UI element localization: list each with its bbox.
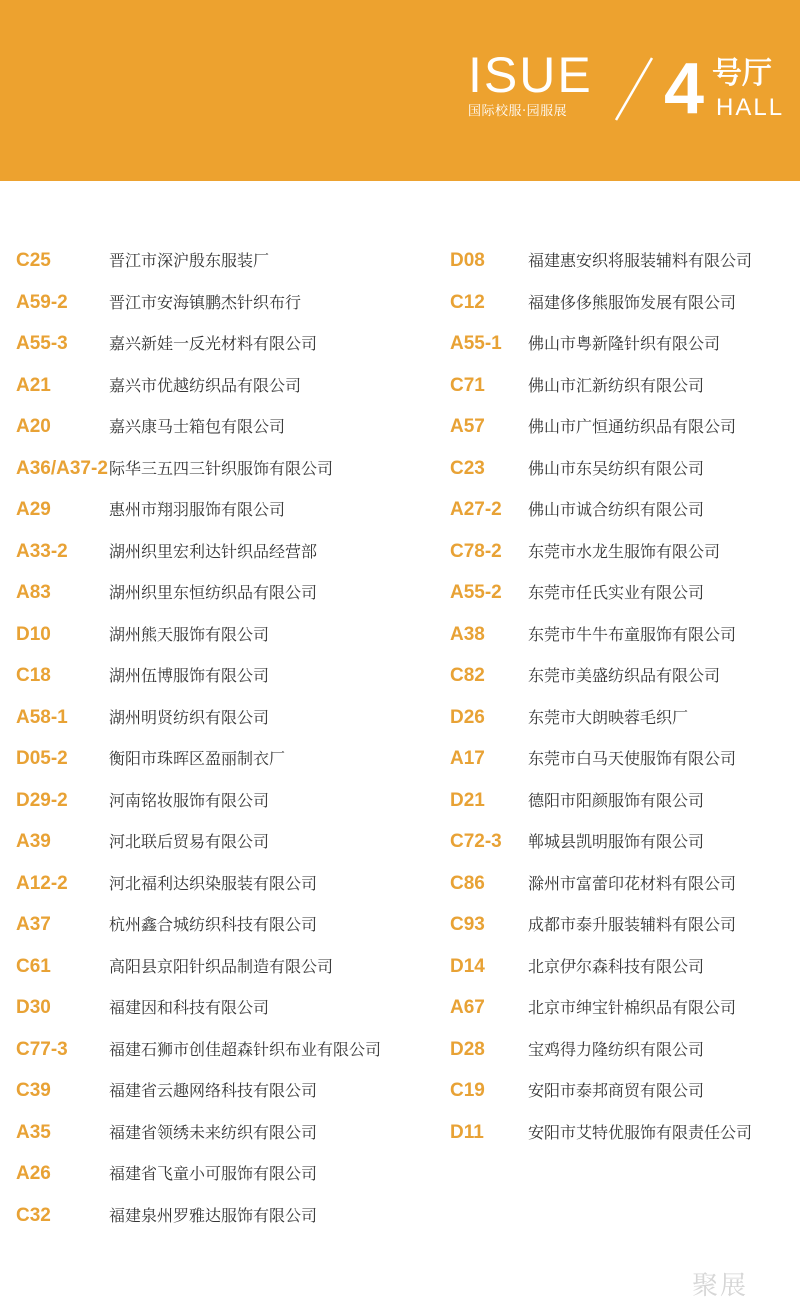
booth-code: A12-2 bbox=[16, 872, 68, 894]
exhibitor-row bbox=[16, 780, 436, 822]
exhibitor-row bbox=[16, 987, 436, 1029]
exhibitor-name: 北京伊尔森科技有限公司 bbox=[528, 956, 705, 976]
exhibitor-row bbox=[16, 531, 436, 573]
booth-code: C82 bbox=[450, 665, 485, 686]
exhibitor-name: 衡阳市珠晖区盈丽制衣厂 bbox=[109, 749, 286, 768]
exhibitor-row bbox=[450, 406, 790, 448]
booth-code: D21 bbox=[450, 789, 485, 811]
booth-code: D11 bbox=[450, 1121, 484, 1143]
exhibitor-list-right bbox=[450, 240, 790, 1153]
exhibitor-name: 福建惠安织将服装辅料有限公司 bbox=[528, 251, 753, 270]
booth-code: A29 bbox=[16, 499, 51, 520]
booth-code: A35 bbox=[16, 1121, 51, 1143]
exhibitor-name: 北京市绅宝针棉织品有限公司 bbox=[528, 998, 737, 1017]
exhibitor-row bbox=[450, 1112, 790, 1154]
booth-code: A26 bbox=[16, 1163, 51, 1184]
booth-code: C23 bbox=[450, 457, 485, 479]
exhibitor-name: 晋江市安海镇鹏杰针织布行 bbox=[109, 292, 302, 312]
booth-code: D05-2 bbox=[16, 748, 68, 769]
exhibitor-name: 佛山市汇新纺织有限公司 bbox=[528, 375, 705, 395]
exhibitor-name: 东莞市大朗映蓉毛织厂 bbox=[528, 707, 689, 727]
exhibitor-name: 东莞市水龙生服饰有限公司 bbox=[528, 541, 721, 561]
exhibitor-name: 河北联后贸易有限公司 bbox=[109, 832, 270, 851]
exhibitor-row bbox=[450, 531, 790, 573]
exhibitor-name: 安阳市艾特优服饰有限责任公司 bbox=[528, 1122, 753, 1142]
booth-code: C77-3 bbox=[16, 1038, 68, 1060]
exhibitor-row bbox=[16, 1153, 436, 1195]
exhibitor-name: 福建省领绣未来纺织有限公司 bbox=[109, 1122, 318, 1142]
exhibitor-name: 滁州市富蕾印花材料有限公司 bbox=[528, 873, 737, 893]
exhibitor-row bbox=[450, 987, 790, 1029]
booth-code: A59-2 bbox=[16, 291, 68, 313]
exhibitor-name: 湖州织里东恒纺织品有限公司 bbox=[109, 583, 318, 602]
booth-code: A17 bbox=[450, 748, 485, 769]
booth-code: A57 bbox=[450, 416, 485, 437]
exhibitor-name: 福建泉州罗雅达服饰有限公司 bbox=[109, 1205, 318, 1225]
exhibitor-name: 安阳市泰邦商贸有限公司 bbox=[528, 1081, 705, 1100]
booth-code: A83 bbox=[16, 582, 51, 603]
exhibitor-row bbox=[450, 904, 790, 946]
booth-code: D30 bbox=[16, 997, 51, 1018]
watermark: 聚展 bbox=[692, 1271, 749, 1301]
booth-code: D14 bbox=[450, 955, 485, 977]
exhibitor-name: 福建省飞童小可服饰有限公司 bbox=[109, 1164, 318, 1183]
exhibitor-row bbox=[450, 282, 790, 324]
exhibitor-name: 杭州鑫合城纺织科技有限公司 bbox=[109, 915, 318, 934]
exhibitor-row bbox=[16, 614, 436, 656]
brand-subtitle: 国际校服·园服展 bbox=[468, 104, 568, 119]
exhibitor-name: 郸城县凯明服饰有限公司 bbox=[528, 832, 705, 851]
booth-code: A55-1 bbox=[450, 333, 502, 354]
exhibitor-row bbox=[450, 1029, 790, 1071]
booth-code: C71 bbox=[450, 374, 485, 396]
exhibitor-name: 河南铭妆服饰有限公司 bbox=[109, 790, 270, 810]
exhibitor-name: 湖州织里宏利达针织品经营部 bbox=[109, 541, 318, 561]
exhibitor-row bbox=[450, 780, 790, 822]
booth-code: A38 bbox=[450, 623, 485, 645]
exhibitor-row bbox=[450, 489, 790, 531]
exhibitor-row bbox=[16, 282, 436, 324]
booth-code: C12 bbox=[450, 291, 485, 313]
exhibitor-row bbox=[16, 240, 436, 282]
exhibitor-row bbox=[450, 1070, 790, 1112]
exhibitor-row bbox=[16, 323, 436, 365]
exhibitor-name: 湖州熊天服饰有限公司 bbox=[109, 624, 270, 644]
exhibitor-row bbox=[450, 946, 790, 988]
booth-code: A21 bbox=[16, 374, 51, 396]
booth-code: D26 bbox=[450, 706, 485, 728]
exhibitor-row bbox=[450, 614, 790, 656]
booth-code: C86 bbox=[450, 872, 485, 894]
booth-code: C39 bbox=[16, 1080, 51, 1101]
exhibitor-name: 惠州市翔羽服饰有限公司 bbox=[109, 500, 286, 519]
booth-code: C93 bbox=[450, 914, 485, 935]
exhibitor-name: 佛山市粤新隆针织有限公司 bbox=[528, 334, 721, 353]
exhibitor-name: 东莞市美盛纺织品有限公司 bbox=[528, 666, 721, 685]
exhibitor-row bbox=[16, 904, 436, 946]
booth-code: C19 bbox=[450, 1080, 485, 1101]
exhibitor-list-left bbox=[16, 240, 436, 1236]
exhibitor-row bbox=[16, 1112, 436, 1154]
exhibitor-row bbox=[16, 365, 436, 407]
exhibitor-name: 宝鸡得力隆纺织有限公司 bbox=[528, 1039, 705, 1059]
exhibitor-row bbox=[16, 489, 436, 531]
booth-code: A39 bbox=[16, 831, 51, 852]
exhibitor-name: 际华三五四三针织服饰有限公司 bbox=[109, 458, 334, 478]
booth-code: A67 bbox=[450, 997, 485, 1018]
exhibitor-name: 河北福利达织染服装有限公司 bbox=[109, 873, 318, 893]
exhibitor-row bbox=[16, 572, 436, 614]
booth-code: A37 bbox=[16, 914, 51, 935]
booth-code: D28 bbox=[450, 1038, 485, 1060]
booth-code: A20 bbox=[16, 416, 51, 437]
exhibitor-name: 嘉兴市优越纺织品有限公司 bbox=[109, 375, 302, 395]
exhibitor-row bbox=[450, 821, 790, 863]
exhibitor-row bbox=[450, 323, 790, 365]
booth-code: A33-2 bbox=[16, 540, 68, 562]
exhibitor-row bbox=[450, 365, 790, 407]
exhibitor-row bbox=[450, 240, 790, 282]
hall-label-cn: 号厅 bbox=[712, 56, 772, 91]
booth-code: A55-2 bbox=[450, 582, 502, 603]
exhibitor-name: 福建因和科技有限公司 bbox=[109, 998, 270, 1017]
exhibitor-name: 东莞市白马天使服饰有限公司 bbox=[528, 749, 737, 768]
booth-code: A58-1 bbox=[16, 706, 68, 728]
exhibitor-name: 佛山市诚合纺织有限公司 bbox=[528, 500, 705, 519]
booth-code: C61 bbox=[16, 955, 51, 977]
exhibitor-name: 东莞市牛牛布童服饰有限公司 bbox=[528, 624, 737, 644]
exhibitor-name: 福建石狮市创佳超森针织布业有限公司 bbox=[109, 1039, 382, 1059]
booth-code: D29-2 bbox=[16, 789, 68, 811]
exhibitor-name: 福建侈侈熊服饰发展有限公司 bbox=[528, 292, 737, 312]
exhibitor-row bbox=[16, 863, 436, 905]
exhibitor-row bbox=[16, 821, 436, 863]
exhibitor-row bbox=[450, 863, 790, 905]
hall-number: 4 bbox=[664, 49, 705, 129]
exhibitor-row bbox=[16, 1029, 436, 1071]
exhibitor-name: 佛山市东吴纺织有限公司 bbox=[528, 458, 705, 478]
booth-code: A36/A37-2 bbox=[16, 457, 108, 479]
exhibitor-row bbox=[16, 1195, 436, 1237]
exhibitor-name: 高阳县京阳针织品制造有限公司 bbox=[109, 956, 334, 976]
exhibitor-name: 嘉兴新娃一反光材料有限公司 bbox=[109, 334, 318, 353]
brand-logo bbox=[468, 47, 600, 120]
exhibitor-row bbox=[450, 572, 790, 614]
exhibitor-row bbox=[16, 1070, 436, 1112]
booth-code: A27-2 bbox=[450, 499, 502, 520]
exhibitor-name: 湖州明贤纺织有限公司 bbox=[109, 707, 270, 727]
exhibitor-name: 晋江市深沪殷东服装厂 bbox=[109, 251, 270, 270]
exhibitor-name: 湖州伍博服饰有限公司 bbox=[109, 666, 270, 685]
booth-code: D08 bbox=[450, 250, 485, 271]
booth-code: C32 bbox=[16, 1204, 51, 1226]
exhibitor-row bbox=[450, 655, 790, 697]
booth-code: A55-3 bbox=[16, 333, 68, 354]
booth-code: C18 bbox=[16, 665, 51, 686]
exhibitor-row bbox=[450, 697, 790, 739]
exhibitor-row bbox=[16, 946, 436, 988]
hall-label-en: HALL bbox=[716, 94, 785, 121]
exhibitor-row bbox=[16, 738, 436, 780]
brand-title: ISUE bbox=[468, 47, 593, 103]
exhibitor-name: 成都市泰升服装辅料有限公司 bbox=[528, 915, 737, 934]
booth-code: D10 bbox=[16, 623, 51, 645]
exhibitor-row bbox=[450, 738, 790, 780]
exhibitor-row bbox=[16, 697, 436, 739]
exhibitor-name: 东莞市任氏实业有限公司 bbox=[528, 583, 705, 602]
exhibitor-row bbox=[16, 655, 436, 697]
exhibitor-row bbox=[16, 448, 436, 490]
exhibitor-name: 嘉兴康马士箱包有限公司 bbox=[109, 417, 286, 436]
exhibitor-name: 德阳市阳颜服饰有限公司 bbox=[528, 790, 705, 810]
exhibitor-row bbox=[450, 448, 790, 490]
booth-code: C72-3 bbox=[450, 831, 502, 852]
exhibitor-name: 佛山市广恒通纺织品有限公司 bbox=[528, 417, 737, 436]
header-banner bbox=[0, 0, 800, 181]
exhibitor-name: 福建省云趣网络科技有限公司 bbox=[109, 1081, 318, 1100]
booth-code: C78-2 bbox=[450, 540, 502, 562]
exhibitor-row bbox=[16, 406, 436, 448]
slash-divider-icon bbox=[612, 56, 656, 122]
booth-code: C25 bbox=[16, 250, 51, 271]
